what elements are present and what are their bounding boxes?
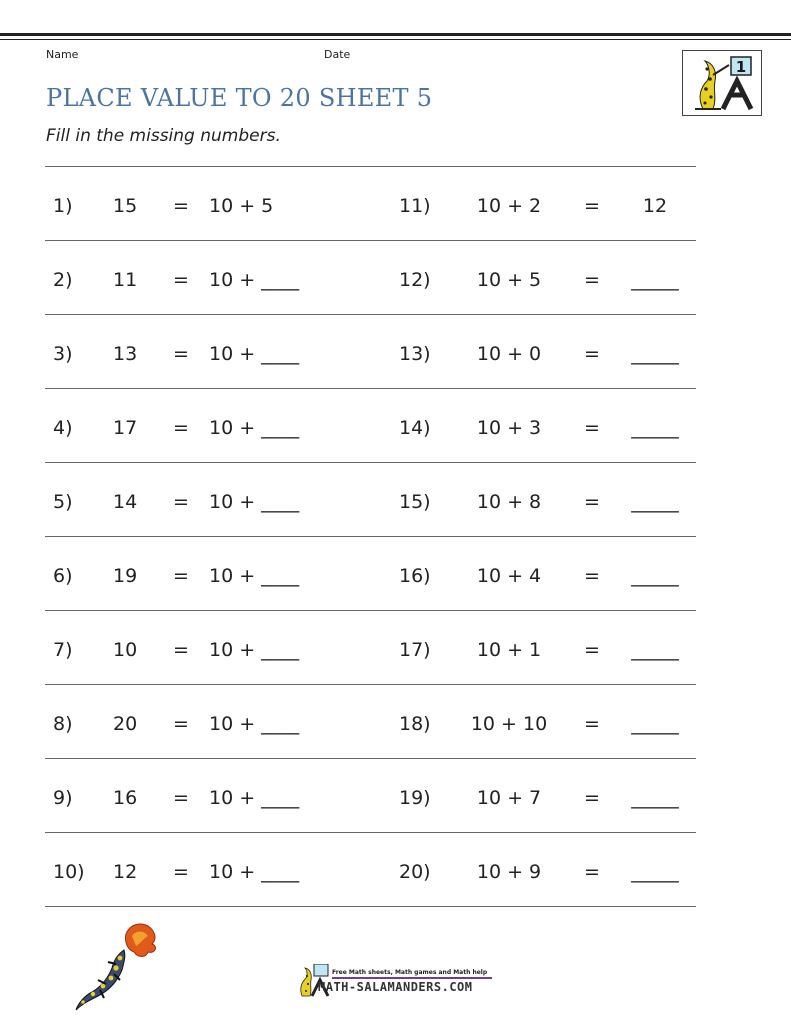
question-number: 14) — [399, 417, 431, 439]
total-value: 14 — [113, 491, 138, 513]
question-row — [45, 314, 696, 388]
question-number: 11) — [399, 195, 431, 217]
equals-sign: = — [584, 639, 600, 661]
question-number: 16) — [399, 565, 431, 587]
sum-expression[interactable]: 10 + ____ — [209, 639, 300, 661]
sum-expression[interactable]: 10 + ____ — [209, 861, 300, 883]
answer-blank[interactable]: _____ — [631, 787, 679, 809]
question-number: 3) — [53, 343, 73, 365]
equals-sign: = — [173, 491, 189, 513]
equals-sign: = — [584, 195, 600, 217]
question-number: 7) — [53, 639, 73, 661]
equals-sign: = — [173, 861, 189, 883]
answer-blank[interactable]: 12 — [642, 195, 668, 217]
equals-sign: = — [173, 787, 189, 809]
sum-expression: 10 + 9 — [476, 861, 542, 883]
equals-sign: = — [173, 639, 189, 661]
answer-blank[interactable]: _____ — [631, 565, 679, 587]
question-number: 4) — [53, 417, 73, 439]
total-value: 20 — [113, 713, 138, 735]
sum-expression[interactable]: 10 + ____ — [209, 269, 300, 291]
question-number: 8) — [53, 713, 73, 735]
answer-blank[interactable]: _____ — [631, 343, 679, 365]
question-number: 1) — [53, 195, 73, 217]
question-number: 5) — [53, 491, 73, 513]
question-number: 15) — [399, 491, 431, 513]
equals-sign: = — [173, 565, 189, 587]
equals-sign: = — [584, 417, 600, 439]
sum-expression: 10 + 5 — [476, 269, 542, 291]
grade-logo — [682, 50, 762, 116]
total-value: 10 — [113, 639, 138, 661]
page-title: PLACE VALUE TO 20 SHEET 5 — [46, 84, 433, 112]
answer-blank[interactable]: _____ — [631, 713, 679, 735]
total-value: 11 — [113, 269, 138, 291]
salamander-icon — [68, 920, 164, 1012]
sum-expression: 10 + 0 — [476, 343, 542, 365]
equals-sign: = — [584, 565, 600, 587]
sum-expression: 10 + 8 — [476, 491, 542, 513]
equals-sign: = — [584, 861, 600, 883]
sum-expression: 10 + 3 — [476, 417, 542, 439]
sum-expression[interactable]: 10 + ____ — [209, 343, 300, 365]
answer-blank[interactable]: _____ — [631, 491, 679, 513]
question-row — [45, 166, 696, 240]
total-value: 16 — [113, 787, 138, 809]
equals-sign: = — [584, 269, 600, 291]
sum-expression: 10 + 4 — [476, 565, 542, 587]
question-row — [45, 462, 696, 536]
sum-expression[interactable]: 10 + ____ — [209, 787, 300, 809]
sum-expression: 10 + 1 — [476, 639, 542, 661]
equals-sign: = — [584, 491, 600, 513]
question-number: 20) — [399, 861, 431, 883]
equals-sign: = — [173, 417, 189, 439]
top-rule-thick — [0, 33, 791, 36]
salamander-teacher-icon — [683, 51, 761, 115]
equals-sign: = — [173, 269, 189, 291]
equals-sign: = — [584, 343, 600, 365]
question-number: 6) — [53, 565, 73, 587]
total-value: 13 — [113, 343, 138, 365]
question-number: 12) — [399, 269, 431, 291]
answer-blank[interactable]: _____ — [631, 639, 679, 661]
total-value: 17 — [113, 417, 138, 439]
total-value: 12 — [113, 861, 138, 883]
answer-blank[interactable]: _____ — [631, 417, 679, 439]
answer-blank[interactable]: _____ — [631, 861, 679, 883]
question-number: 17) — [399, 639, 431, 661]
equals-sign: = — [584, 787, 600, 809]
sum-expression: 10 + 10 — [470, 713, 548, 735]
question-row — [45, 832, 696, 907]
question-row — [45, 388, 696, 462]
sum-expression: 10 + 7 — [476, 787, 542, 809]
total-value: 15 — [113, 195, 138, 217]
instructions: Fill in the missing numbers. — [46, 126, 281, 146]
question-number: 9) — [53, 787, 73, 809]
question-row — [45, 240, 696, 314]
total-value: 19 — [113, 565, 138, 587]
equals-sign: = — [173, 343, 189, 365]
date-label: Date — [324, 48, 351, 61]
question-row — [45, 536, 696, 610]
question-row — [45, 610, 696, 684]
name-label: Name — [46, 48, 79, 61]
question-number: 2) — [53, 269, 73, 291]
question-row — [45, 684, 696, 758]
question-number: 18) — [399, 713, 431, 735]
sum-expression[interactable]: 10 + ____ — [209, 491, 300, 513]
question-grid — [45, 166, 696, 907]
question-number: 10) — [53, 861, 85, 883]
top-rule-thin — [0, 39, 791, 40]
equals-sign: = — [173, 195, 189, 217]
question-row — [45, 758, 696, 832]
footer-site-link[interactable]: MATH-SALAMANDERS.COM — [318, 980, 473, 994]
answer-blank[interactable]: _____ — [631, 269, 679, 291]
footer-divider — [332, 977, 492, 979]
sum-expression[interactable]: 10 + ____ — [209, 713, 300, 735]
footer-tagline: Free Math sheets, Math games and Math help — [332, 969, 488, 976]
grade-digit: 1 — [735, 58, 747, 76]
sum-expression[interactable]: 10 + ____ — [209, 565, 300, 587]
sum-expression[interactable]: 10 + ____ — [209, 417, 300, 439]
sum-expression[interactable]: 10 + 5 — [209, 195, 274, 217]
question-number: 19) — [399, 787, 431, 809]
fire-salamander-illustration — [68, 920, 164, 1016]
equals-sign: = — [584, 713, 600, 735]
equals-sign: = — [173, 713, 189, 735]
question-number: 13) — [399, 343, 431, 365]
sum-expression: 10 + 2 — [476, 195, 542, 217]
